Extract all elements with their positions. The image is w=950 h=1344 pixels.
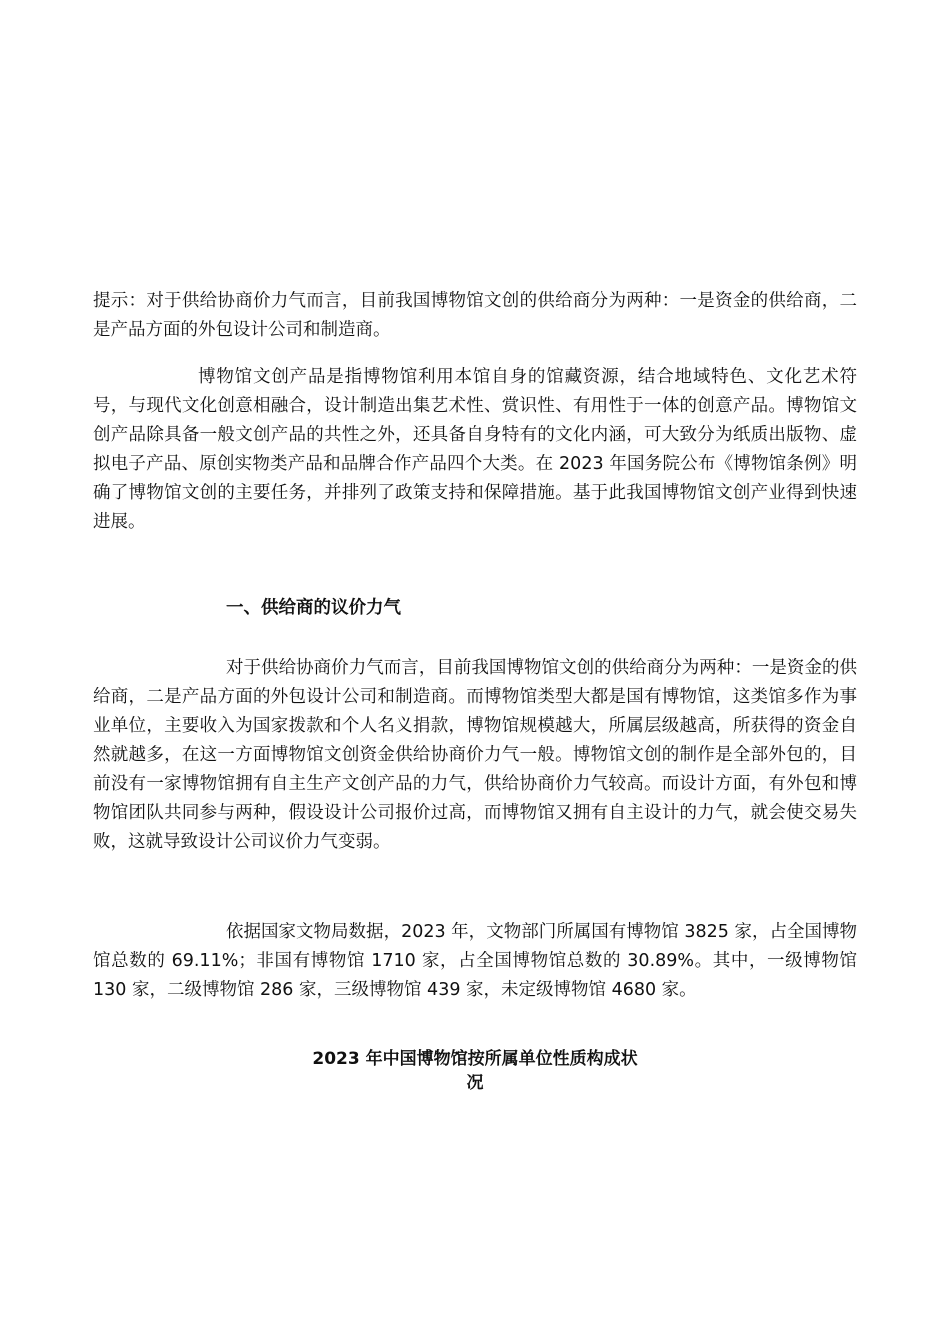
chart-title-line-1: 2023 年中国博物馆按所属单位性质构成状: [312, 1049, 638, 1069]
hint-paragraph: 提示：对于供给协商价力气而言，目前我国博物馆文创的供给商分为两种：一是资金的供给商，二是产品方面的外包设计公司和制造商。: [93, 291, 857, 340]
statistics-paragraph: 依据国家文物局数据，2023 年，文物部门所属国有博物馆 3825 家，占全国博物馆总数的 69.11%；非国有博物馆 1710 家，占全国博物馆总数的 30.89%。其中，一级博物馆 130 家，二级博物馆 286 家，三级博物馆 439 家，未定级博物馆 4680 家。: [93, 922, 857, 1000]
chart-title-line-2: 况: [466, 1073, 484, 1093]
section-heading: 一、供给商的议价力气: [226, 598, 401, 618]
chart-title: [290, 1047, 660, 1095]
intro-paragraph: 博物馆文创产品是指博物馆利用本馆自身的馆藏资源，结合地域特色、文化艺术符号，与现代文化创意相融合，设计制造出集艺术性、赏识性、有用性于一体的创意产品。博物馆文创产品除具备一般文创产品的共性之外，还具备自身特有的文化内涵，可大致分为纸质出版物、虚拟电子产品、原创实物类产品和品牌合作产品四个大类。在 2023 年国务院公布《博物馆条例》明确了博物馆文创的主要任务，并排列了政策支持和保障措施。基于此我国博物馆文创产业得到快速进展。: [93, 367, 857, 532]
supplier-paragraph: 对于供给协商价力气而言，目前我国博物馆文创的供给商分为两种：一是资金的供给商，二是产品方面的外包设计公司和制造商。而博物馆类型大都是国有博物馆，这类馆多作为事业单位，主要收入为国家拨款和个人名义捐款，博物馆规模越大，所属层级越高，所获得的资金自然就越多，在这一方面博物馆文创资金供给协商价力气一般。博物馆文创的制作是全部外包的，目前没有一家博物馆拥有自主生产文创产品的力气，供给协商价力气较高。而设计方面，有外包和博物馆团队共同参与两种，假设设计公司报价过高，而博物馆又拥有自主设计的力气，就会使交易失败，这就导致设计公司议价力气变弱。: [93, 658, 857, 852]
